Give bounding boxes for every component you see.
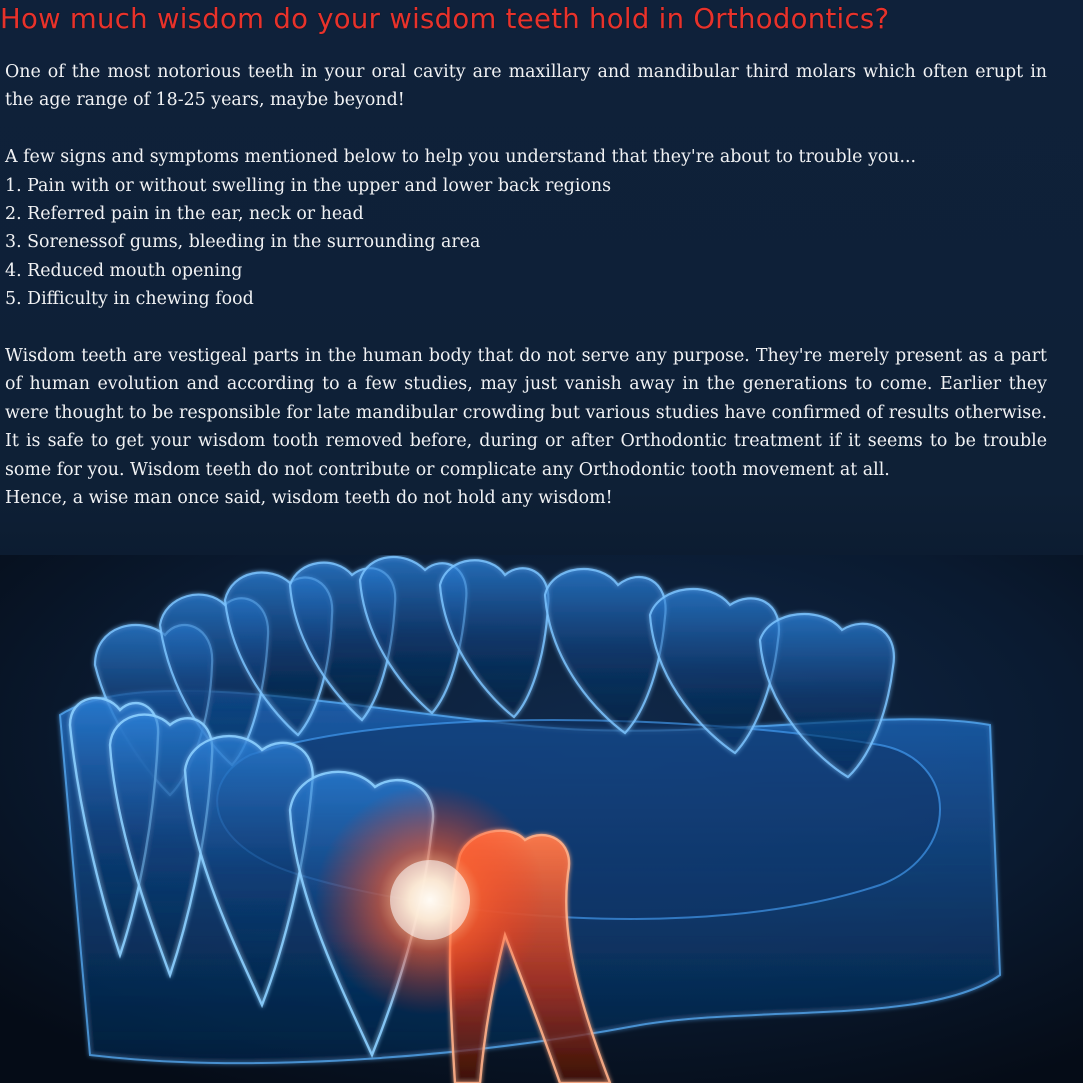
- paragraph-gap: [5, 115, 1047, 143]
- symptom-item: 2. Referred pain in the ear, neck or head: [5, 204, 364, 225]
- intro-paragraph: One of the most notorious teeth in your oral cavity are maxillary and mandibular third molars which often erupt in the age range of 18-25 years, maybe beyond!: [5, 62, 1047, 111]
- symptom-item: 3. Sorenessof gums, bleeding in the surrounding area: [5, 232, 481, 253]
- paragraph-gap: [5, 314, 1047, 342]
- post-title: How much wisdom do your wisdom teeth hold in Orthodontics?: [0, 3, 890, 35]
- explanation-paragraph: Wisdom teeth are vestigeal parts in the human body that do not serve any purpose. They're merely present as a part of human evolution and according to a few studies, may just vanish away in the generations to come. Earlier they were thought to be responsible for late mandibular crowding but various studies have confirmed of results otherwise. It is safe to get your wisdom tooth removed before, during or after Orthodontic treatment if it seems to be trouble some for you. Wisdom teeth do not contribute or complicate any Orthodontic tooth movement at all.: [5, 346, 1047, 480]
- symptom-item: 4. Reduced mouth opening: [5, 260, 243, 281]
- x-ray-teeth-with-inflamed-wisdom-tooth-icon: [0, 555, 1083, 1083]
- symptom-item: 5. Difficulty in chewing food: [5, 289, 254, 310]
- symptom-item: 1. Pain with or without swelling in the upper and lower back regions: [5, 175, 612, 196]
- symptoms-heading: A few signs and symptoms mentioned below to help you understand that they're about to trouble you...: [5, 147, 917, 168]
- conclusion-line: Hence, a wise man once said, wisdom teeth do not hold any wisdom!: [5, 488, 613, 509]
- article-body: [5, 58, 1047, 512]
